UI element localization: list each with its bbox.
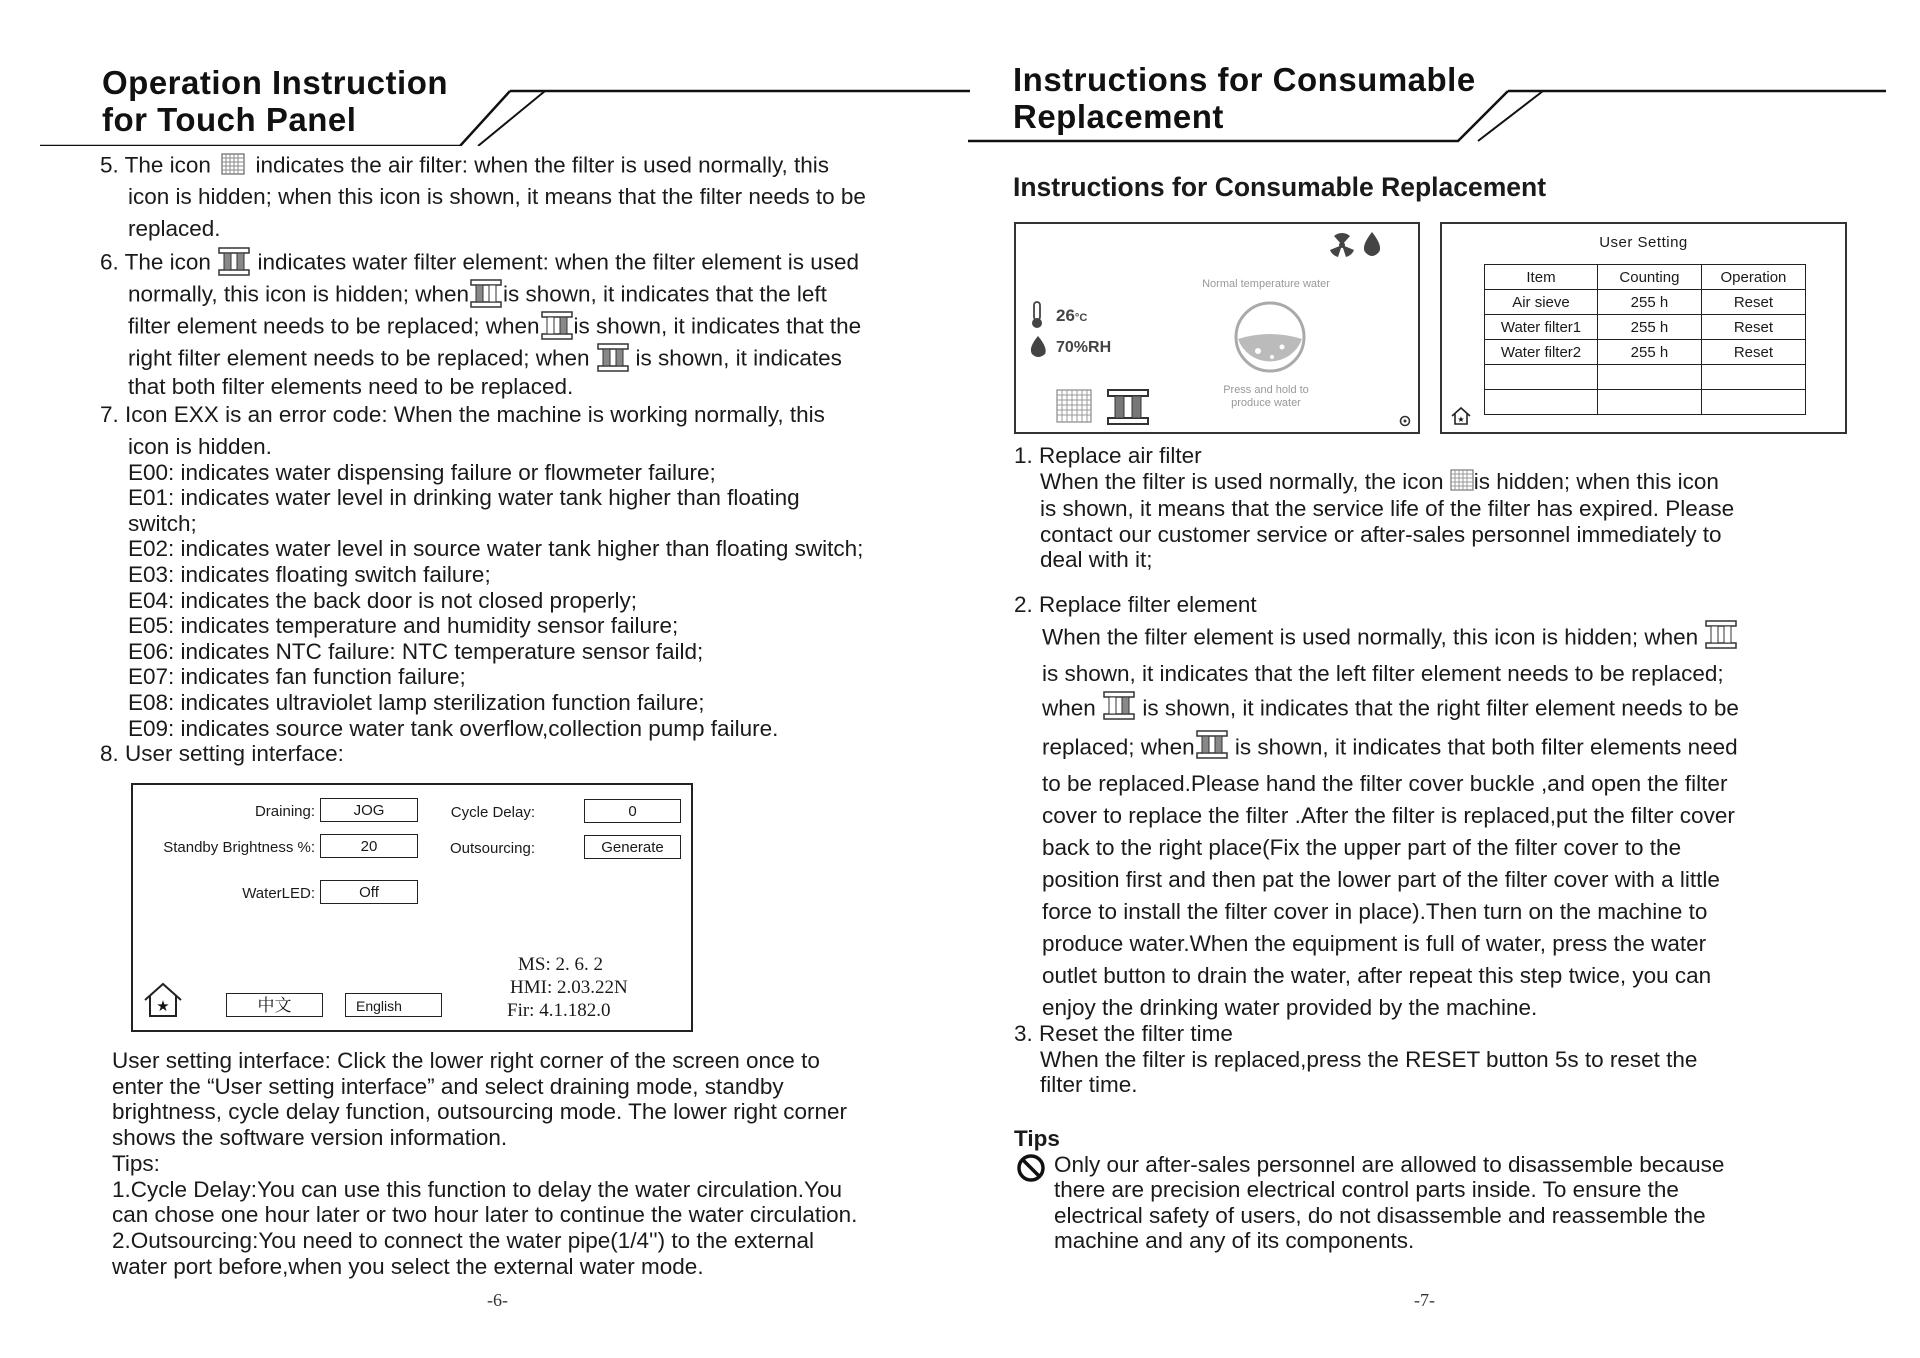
outsourcing-label: Outsourcing: (449, 840, 535, 857)
item6: 6. The icon indicates water filter element: when the filter element is used normally, this icon is hidden; when is shown, it indicates that the left filter element needs to be replaced; when is shown, it indicates that the right filter element needs to be replaced; when is shown, it indicates that both filter elements need to be replaced. (100, 246, 861, 400)
left-page-number: -6- (487, 1290, 508, 1310)
error-code-e06: E06: indicates NTC failure: NTC temperature sensor faild; (128, 638, 704, 664)
lcd-caption-bottom-1: Press and hold to (1223, 384, 1309, 396)
left-title-line1: Operation Instruction (102, 64, 449, 101)
right-filter-icon (1102, 690, 1136, 729)
error-code-e00: E00: indicates water dispensing failure or flowmeter failure; (128, 459, 716, 485)
settings-description: User setting interface: Click the lower right corner of the screen once to enter the “User setting interface” and select draining mode, standby brightness, cycle delay function, outsourcing mode. The lower right corner shows the software version information. Tips: 1.Cycle Delay:You can use this function to delay the water circulation.You can chose one hour later or two hour later to continue the water circulation. 2.Outsourcing:You need to connect the water pipe(1/4'') to the external water port before,when you select the external water mode. (112, 1048, 858, 1279)
error-code-e01-cont: switch; (128, 510, 197, 536)
water-filter-icon (217, 246, 251, 282)
lcd-caption-top: Normal temperature water (1202, 278, 1330, 290)
both-filters-icon (596, 342, 630, 378)
humidity-icon (1028, 334, 1050, 365)
table-row (1485, 390, 1806, 415)
reset-button[interactable]: Reset (1701, 290, 1805, 315)
air-filter-icon (1450, 469, 1474, 497)
home-icon[interactable] (1450, 406, 1472, 431)
table-row (1485, 365, 1806, 390)
lcd-screen (1014, 222, 1420, 434)
cycle-delay-field[interactable]: 0 (584, 799, 681, 823)
section2-title: 2. Replace filter element (1014, 592, 1257, 617)
waterled-label: WaterLED: (242, 885, 315, 902)
waterled-field[interactable]: Off (320, 880, 418, 904)
water-filter-icon (1106, 388, 1150, 431)
section3-title: 3. Reset the filter time (1014, 1021, 1233, 1046)
section-replace-filter-element: 2. Replace filter element When the filter element is used normally, this icon is hidden; when is shown, it indicates that the left filter element needs to be replaced; when is shown, it indicates that the right filter element needs to be replaced; when is shown, it indicates that both filter elements need to be replaced.Please hand the filter cover buckle ,and open the filter cover to replace the filter .After the filter is replaced,put the filter cover back to the right place(Fix the upper part of the filter cover to the position first and then pat the lower part of the filter cover with a little force to install the filter cover in place).Then turn on the machine to produce water.When the equipment is full of water, press the water outlet button to drain the water, after repeat this step twice, you can enjoy the drinking water provided by the machine. (1014, 592, 1739, 1020)
uv-icon (1328, 232, 1356, 263)
svg-text:★: ★ (1457, 415, 1465, 424)
item7: 7. Icon EXX is an error code: When the machine is working normally, this icon is hidden. E00: indicates water dispensing failure or flowmeter failure; E01: indicates water level in drinking water tank higher than floating switch; E02: indicates water level in source water tank higher than floating switch; E03: indicates floating switch failure; E04: indicates the back door is not closed properly; E05: indicates temperature and humidity sensor failure; E06: indicates NTC failure: NTC temperature sensor faild; E07: indicates fan function failure; E08: indicates ultraviolet lamp sterilization function failure; E09: indicates source water tank overflow,collection pump failure. 8. User setting interface: (100, 402, 864, 767)
item5: 5. The icon indicates the air filter: when the filter is used normally, this icon is hidden; when this icon is shown, it means that the filter needs to be replaced. (100, 152, 866, 241)
water-filter-icon (1704, 619, 1738, 658)
both-filters-icon (1195, 729, 1229, 768)
left-title-line2: for Touch Panel (102, 101, 357, 138)
tips-title: Tips (1014, 1126, 1060, 1151)
standby-brightness-field[interactable]: 20 (320, 834, 418, 858)
lcd-humidity: 70%RH (1056, 339, 1112, 356)
error-code-e01: E01: indicates water level in drinking water tank higher than floating (128, 485, 800, 511)
home-icon[interactable] (141, 980, 185, 1025)
item8: 8. User setting interface: (100, 741, 344, 767)
table-row: Water filter2 255 h Reset (1485, 340, 1806, 365)
reset-button[interactable]: Reset (1701, 315, 1805, 340)
left-filter-icon (469, 278, 503, 314)
thermometer-icon (1028, 300, 1046, 335)
user-setting-title: User Setting (1599, 234, 1688, 251)
section1-title: 1. Replace air filter (1014, 443, 1202, 468)
error-code-e09: E09: indicates source water tank overflow,collection pump failure. (128, 715, 779, 741)
air-filter-icon (220, 152, 246, 182)
table-row: Air sieve 255 h Reset (1485, 290, 1806, 315)
water-drop-icon (1361, 230, 1383, 263)
svg-text:★: ★ (156, 998, 170, 1015)
reset-button[interactable]: Reset (1701, 340, 1805, 365)
prohibited-icon (1016, 1153, 1046, 1189)
user-setting-table-panel (1440, 222, 1847, 434)
col-header-counting: Counting (1597, 265, 1701, 290)
error-code-e03: E03: indicates floating switch failure; (128, 561, 491, 587)
version-ms: MS: 2. 6. 2 (518, 954, 603, 975)
version-hmi: HMI: 2.03.22N (510, 977, 628, 998)
error-code-e02: E02: indicates water level in source water tank higher than floating switch; (128, 536, 864, 562)
lcd-temperature: 26°C (1056, 306, 1088, 325)
water-tank-icon (1232, 299, 1308, 380)
error-code-e07: E07: indicates fan function failure; (128, 664, 466, 690)
standby-brightness-label: Standby Brightness %: (163, 839, 315, 856)
error-code-e05: E05: indicates temperature and humidity sensor failure; (128, 613, 679, 639)
draining-label: Draining: (254, 803, 315, 820)
left-header-rule (40, 86, 970, 146)
tips-section: Tips Only our after-sales personnel are allowed to disassemble because there are precision electrical control parts inside. To ensure the electrical safety of users, do not disassemble and reassemble the machine and any of its components. (1014, 1126, 1725, 1253)
settings-dot-icon[interactable] (1399, 414, 1411, 432)
table-header-row (1485, 265, 1806, 290)
section-reset-filter-time: 3. Reset the filter time When the filter is replaced,press the RESET button 5s to reset the filter time. (1014, 1021, 1698, 1097)
right-title-line2: Replacement (1013, 98, 1224, 135)
right-title-line1: Instructions for Consumable (1013, 61, 1476, 98)
right-page-number: -7- (1414, 1290, 1435, 1310)
user-setting-table (1484, 264, 1806, 415)
outsourcing-field[interactable]: Generate (584, 835, 681, 859)
right-subtitle: Instructions for Consumable Replacement (1013, 172, 1547, 202)
version-fir[interactable]: Fir: 4.1.182.0 (507, 1000, 611, 1021)
user-setting-panel (131, 783, 693, 1032)
table-row: Water filter1 255 h Reset (1485, 315, 1806, 340)
section-replace-air-filter: 1. Replace air filter When the filter is used normally, the icon is hidden; when this icon is shown, it means that the service life of the filter has expired. Please contact our customer service or after-sales personnel immediately to deal with it; (1014, 443, 1735, 573)
error-code-e04: E04: indicates the back door is not closed properly; (128, 587, 638, 613)
lcd-caption-bottom-2: produce water (1231, 397, 1301, 409)
col-header-item: Item (1485, 265, 1598, 290)
error-code-e08: E08: indicates ultraviolet lamp sterilization function failure; (128, 689, 705, 715)
right-header-rule (968, 86, 1888, 146)
col-header-operation: Operation (1701, 265, 1805, 290)
air-filter-icon (1056, 389, 1092, 428)
lang-chinese-button[interactable]: 中文 (226, 993, 323, 1017)
lang-english-button[interactable]: English (345, 993, 442, 1017)
cycle-delay-label: Cycle Delay: (450, 804, 535, 821)
draining-field[interactable]: JOG (320, 798, 418, 822)
right-filter-icon (540, 310, 574, 346)
